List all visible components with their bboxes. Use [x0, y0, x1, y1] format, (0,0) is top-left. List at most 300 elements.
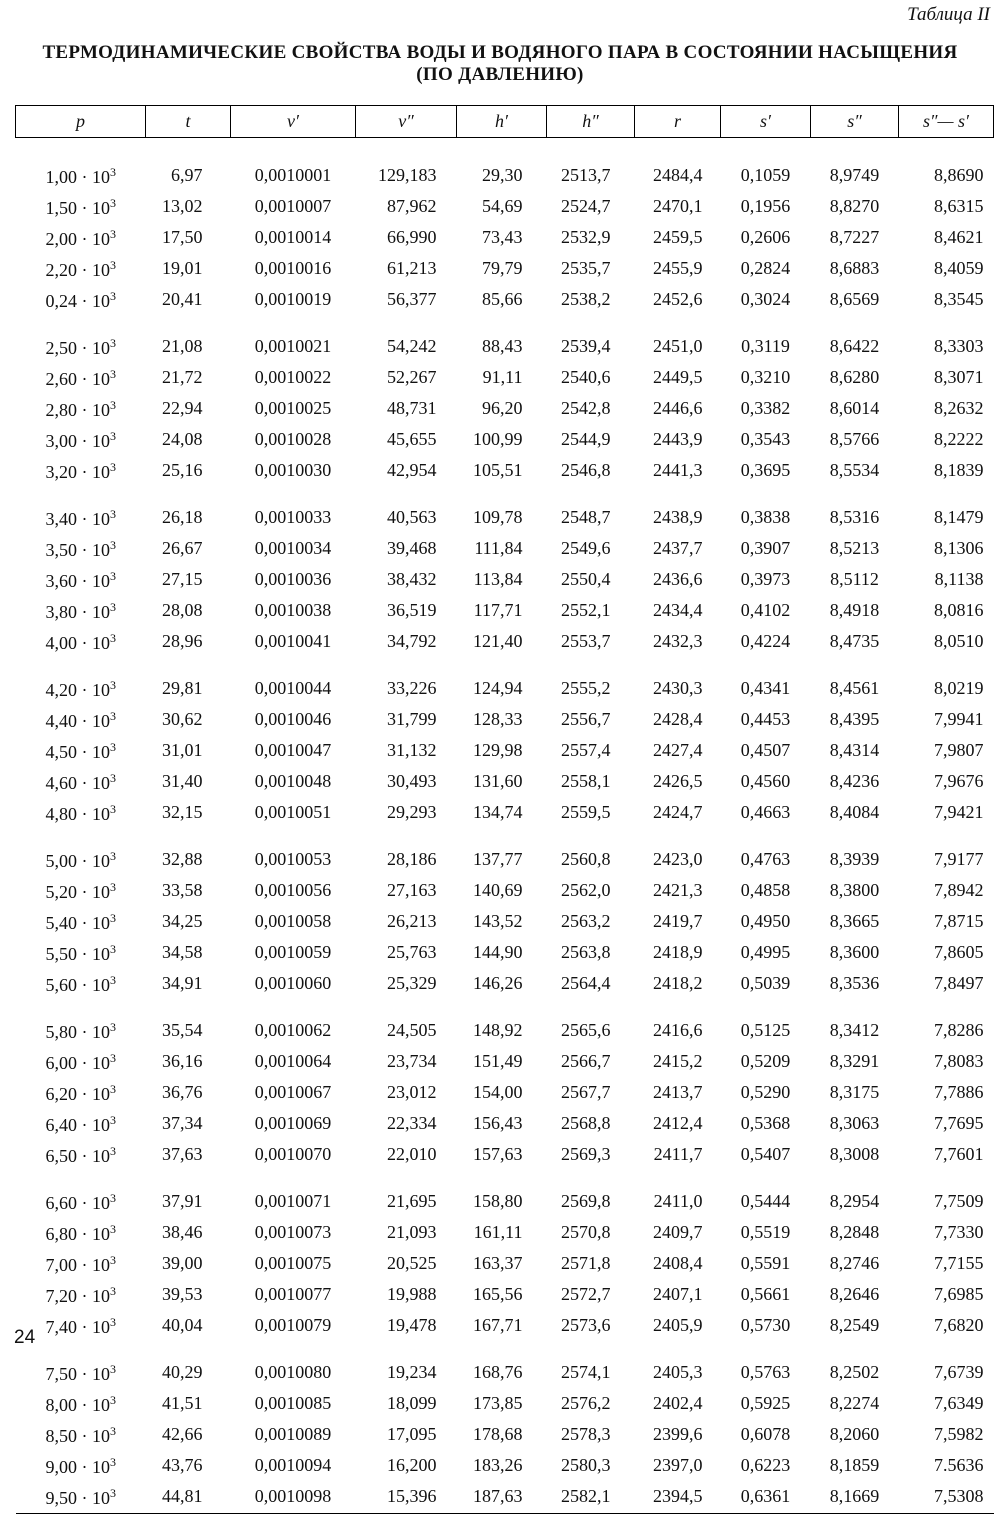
multiply-dot: · [77, 804, 92, 824]
cell-s-prime: 0,3210 [740, 366, 791, 387]
multiply-dot: · [77, 975, 92, 995]
cell-s-prime: 0,3119 [741, 335, 790, 356]
pressure-base: 10 [92, 1115, 110, 1135]
cell-v-prime: 0,0010094 [254, 1454, 332, 1475]
cell-s-difference: 7,5982 [934, 1423, 984, 1444]
cell-s-double-prime: 8,4735 [829, 630, 880, 651]
multiply-dot: · [77, 400, 92, 420]
cell-t: 42,66 [162, 1423, 203, 1444]
multiply-dot: · [77, 1426, 92, 1446]
pressure-base: 10 [92, 198, 110, 218]
cell-r: 2419,7 [653, 910, 703, 931]
cell-v-prime: 0,0010007 [254, 195, 332, 216]
pressure-mantissa: 4,40 [45, 711, 77, 731]
cell-h-double-prime: 2565,6 [561, 1019, 611, 1040]
cell-t: 28,96 [162, 630, 203, 651]
multiply-dot: · [77, 773, 92, 793]
pressure-exponent: 3 [110, 911, 116, 925]
cell-s-difference: 8,6315 [934, 195, 984, 216]
cell-v-double-prime: 34,792 [387, 630, 437, 651]
cell-t: 38,46 [162, 1221, 203, 1242]
cell-s-double-prime: 8,5213 [829, 537, 880, 558]
cell-t: 41,51 [162, 1392, 203, 1413]
cell-r: 2416,6 [653, 1019, 703, 1040]
cell-h-prime: 79,79 [482, 257, 523, 278]
multiply-dot: · [77, 711, 92, 731]
cell-t: 44,81 [146, 1480, 231, 1514]
cell-t: 26,67 [162, 537, 203, 558]
pressure-base: 10 [92, 1457, 110, 1477]
cell-h-double-prime: 2571,8 [561, 1252, 611, 1273]
cell-v-double-prime: 66,990 [387, 226, 437, 247]
cell-v-double-prime: 17,095 [387, 1423, 437, 1444]
multiply-dot: · [77, 944, 92, 964]
cell-h-double-prime: 2564,4 [561, 972, 611, 993]
cell-s-difference: 8,1479 [934, 506, 984, 527]
cell-s-double-prime: 8,1859 [829, 1454, 880, 1475]
pressure-base: 10 [92, 711, 110, 731]
pressure-mantissa: 7,20 [45, 1286, 77, 1306]
cell-r: 2394,5 [635, 1480, 721, 1514]
cell-r: 2402,4 [653, 1392, 703, 1413]
multiply-dot: · [77, 1193, 92, 1213]
cell-h-prime: 109,78 [473, 506, 523, 527]
pressure-base: 10 [92, 1317, 110, 1337]
pressure-exponent: 3 [110, 289, 116, 303]
table-row [16, 1107, 994, 1138]
cell-s-difference: 8,0219 [934, 677, 984, 698]
pressure-base: 10 [92, 1255, 110, 1275]
cell-p [16, 283, 146, 314]
cell-v-prime: 0,0010056 [254, 879, 332, 900]
cell-t: 36,16 [162, 1050, 203, 1071]
table-row [16, 1216, 994, 1247]
pressure-exponent: 3 [110, 165, 116, 179]
cell-s-difference: 7,7509 [934, 1190, 984, 1211]
cell-s-prime: 0,5125 [740, 1019, 791, 1040]
cell-h-prime: 158,80 [473, 1190, 523, 1211]
cell-r: 2432,3 [653, 630, 703, 651]
cell-v-prime: 0,0010079 [254, 1314, 332, 1335]
cell-p [16, 1480, 146, 1514]
pressure-mantissa: 9,50 [45, 1488, 77, 1508]
multiply-dot: · [77, 1255, 92, 1275]
cell-s-prime: 0,5039 [740, 972, 791, 993]
cell-r: 2415,2 [653, 1050, 703, 1071]
cell-p [16, 827, 146, 874]
pressure-mantissa: 3,40 [45, 509, 77, 529]
cell-p [16, 796, 146, 827]
cell-s-double-prime: 8,3600 [829, 941, 880, 962]
cell-t: 34,58 [162, 941, 203, 962]
cell-s-prime: 0,5444 [740, 1190, 791, 1211]
cell-t: 33,58 [162, 879, 203, 900]
cell-h-prime: 178,68 [473, 1423, 523, 1444]
pressure-base: 10 [92, 1053, 110, 1073]
cell-t: 29,81 [162, 677, 203, 698]
cell-r: 2451,0 [653, 335, 703, 356]
cell-v-prime: 0,0010048 [254, 770, 332, 791]
cell-v-prime: 0,0010077 [254, 1283, 332, 1304]
cell-t: 17,50 [162, 226, 203, 247]
column-header-t: t [146, 106, 231, 138]
cell-v-double-prime: 29,293 [387, 801, 437, 822]
table-row [16, 138, 994, 191]
cell-h-double-prime: 2548,7 [561, 506, 611, 527]
pressure-exponent: 3 [110, 398, 116, 412]
cell-h-prime: 146,26 [473, 972, 523, 993]
pressure-base: 10 [92, 742, 110, 762]
cell-s-difference: 8,0816 [934, 599, 984, 620]
cell-v-double-prime: 24,505 [387, 1019, 437, 1040]
cell-t: 37,34 [162, 1112, 203, 1133]
pressure-mantissa: 4,50 [45, 742, 77, 762]
cell-v-prime: 0,0010033 [254, 506, 332, 527]
cell-h-prime: 96,20 [482, 397, 523, 418]
cell-s-double-prime: 8,3800 [829, 879, 880, 900]
cell-p [16, 1418, 146, 1449]
cell-h-double-prime: 2553,7 [561, 630, 611, 651]
cell-s-prime: 0,4560 [740, 770, 791, 791]
cell-t: 39,53 [162, 1283, 203, 1304]
pressure-base: 10 [92, 633, 110, 653]
cell-s-difference: 8,8690 [934, 164, 984, 185]
cell-h-double-prime: 2540,6 [561, 366, 611, 387]
cell-r: 2418,2 [653, 972, 703, 993]
cell-v-double-prime: 30,493 [387, 770, 437, 791]
cell-h-double-prime: 2578,3 [561, 1423, 611, 1444]
cell-s-double-prime: 8,2060 [829, 1423, 880, 1444]
multiply-dot: · [77, 431, 92, 451]
cell-s-prime: 0,3382 [740, 397, 791, 418]
pressure-exponent: 3 [110, 678, 116, 692]
cell-p [16, 392, 146, 423]
cell-s-prime: 0,6223 [740, 1454, 791, 1475]
multiply-dot: · [77, 1364, 92, 1384]
cell-p [16, 1278, 146, 1309]
cell-t: 34,91 [162, 972, 203, 993]
table-row [16, 625, 994, 656]
multiply-dot: · [77, 1146, 92, 1166]
cell-p [16, 221, 146, 252]
column-header-r: r [635, 106, 721, 138]
pressure-exponent: 3 [110, 507, 116, 521]
multiply-dot: · [77, 851, 92, 871]
cell-v-double-prime: 21,093 [387, 1221, 437, 1242]
cell-s-difference: 8,1138 [934, 568, 984, 589]
cell-h-double-prime: 2563,8 [561, 941, 611, 962]
cell-v-double-prime: 56,377 [387, 288, 437, 309]
pressure-exponent: 3 [110, 460, 116, 474]
pressure-mantissa: 2,60 [45, 369, 77, 389]
cell-h-double-prime: 2550,4 [561, 568, 611, 589]
cell-v-prime: 0,0010089 [254, 1423, 332, 1444]
cell-s-difference: 7,8497 [934, 972, 984, 993]
cell-s-prime: 0,5368 [740, 1112, 791, 1133]
cell-t: 20,41 [162, 288, 203, 309]
cell-t: 19,01 [162, 257, 203, 278]
cell-v-prime: 0,0010046 [254, 708, 332, 729]
column-header-s-double-prime: s″ [811, 106, 899, 138]
multiply-dot: · [77, 1084, 92, 1104]
cell-s-difference: 7,8715 [934, 910, 984, 931]
cell-v-double-prime: 22,334 [387, 1112, 437, 1133]
cell-r: 2397,0 [653, 1454, 703, 1475]
pressure-mantissa: 6,80 [45, 1224, 77, 1244]
cell-v-double-prime: 19,478 [387, 1314, 437, 1335]
cell-v-double-prime: 23,734 [387, 1050, 437, 1071]
cell-v-double-prime: 39,468 [387, 537, 437, 558]
cell-s-difference: 7,8942 [934, 879, 984, 900]
cell-h-double-prime: 2574,1 [561, 1361, 611, 1382]
multiply-dot: · [77, 680, 92, 700]
cell-v-prime: 0,0010038 [254, 599, 332, 620]
pressure-base: 10 [92, 431, 110, 451]
cell-r: 2470,1 [653, 195, 703, 216]
cell-s-difference: 7,7886 [934, 1081, 984, 1102]
cell-v-prime: 0,0010025 [254, 397, 332, 418]
table-row [16, 1480, 994, 1514]
cell-s-difference: 7,5308 [899, 1480, 994, 1514]
cell-r: 2399,6 [653, 1423, 703, 1444]
cell-p [16, 190, 146, 221]
cell-s-double-prime: 8,3291 [829, 1050, 880, 1071]
cell-v-double-prime: 26,213 [387, 910, 437, 931]
cell-v-double-prime: 48,731 [387, 397, 437, 418]
cell-s-prime: 0,2606 [740, 226, 791, 247]
cell-t: 26,18 [162, 506, 203, 527]
pressure-exponent: 3 [110, 336, 116, 350]
cell-v-double-prime: 21,695 [387, 1190, 437, 1211]
cell-h-prime: 144,90 [473, 941, 523, 962]
cell-s-prime: 0,2824 [740, 257, 791, 278]
table-row [16, 361, 994, 392]
cell-h-double-prime: 2524,7 [561, 195, 611, 216]
pressure-mantissa: 9,00 [45, 1457, 77, 1477]
cell-s-difference: 8,3545 [934, 288, 984, 309]
cell-s-double-prime: 8,3008 [829, 1143, 880, 1164]
multiply-dot: · [77, 1317, 92, 1337]
cell-r: 2423,0 [653, 848, 703, 869]
cell-v-prime: 0,0010051 [254, 801, 332, 822]
pressure-base: 10 [92, 229, 110, 249]
pressure-exponent: 3 [110, 942, 116, 956]
cell-v-prime: 0,0010064 [254, 1050, 332, 1071]
pressure-exponent: 3 [110, 1113, 116, 1127]
cell-v-prime: 0,0010098 [231, 1480, 356, 1514]
cell-p [16, 625, 146, 656]
pressure-base: 10 [92, 167, 110, 187]
cell-v-prime: 0,0010060 [254, 972, 332, 993]
table-row [16, 967, 994, 998]
pressure-mantissa: 5,80 [45, 1022, 77, 1042]
cell-p [16, 734, 146, 765]
table-row [16, 392, 994, 423]
cell-s-prime: 0,3543 [740, 428, 791, 449]
cell-t: 25,16 [162, 459, 203, 480]
pressure-exponent: 3 [110, 973, 116, 987]
cell-t: 27,15 [162, 568, 203, 589]
table-label: Таблица II [907, 4, 990, 25]
table-row [16, 1340, 994, 1387]
cell-s-prime: 0,5209 [740, 1050, 791, 1071]
multiply-dot: · [77, 882, 92, 902]
table-row [16, 827, 994, 874]
cell-p [16, 874, 146, 905]
cell-s-prime: 0,5763 [740, 1361, 791, 1382]
cell-s-double-prime: 8,6422 [829, 335, 880, 356]
multiply-dot: · [77, 602, 92, 622]
cell-s-prime: 0,6361 [721, 1480, 811, 1514]
cell-s-double-prime: 8,4084 [829, 801, 880, 822]
cell-r: 2452,6 [653, 288, 703, 309]
cell-r: 2412,4 [653, 1112, 703, 1133]
cell-v-double-prime: 36,519 [387, 599, 437, 620]
cell-h-prime: 137,77 [473, 848, 523, 869]
cell-p [16, 454, 146, 485]
pressure-mantissa: 3,80 [45, 602, 77, 622]
pressure-base: 10 [92, 773, 110, 793]
cell-h-double-prime: 2532,9 [561, 226, 611, 247]
cell-p [16, 138, 146, 191]
cell-r: 2418,9 [653, 941, 703, 962]
cell-s-double-prime: 8,6883 [829, 257, 880, 278]
cell-s-prime: 0,5290 [740, 1081, 791, 1102]
cell-s-prime: 0,5591 [740, 1252, 791, 1273]
cell-s-double-prime: 8,6014 [829, 397, 880, 418]
pressure-exponent: 3 [110, 1486, 116, 1500]
cell-v-double-prime: 25,329 [387, 972, 437, 993]
cell-v-double-prime: 19,234 [387, 1361, 437, 1382]
table-row [16, 283, 994, 314]
cell-v-prime: 0,0010021 [254, 335, 332, 356]
cell-s-double-prime: 8,5112 [830, 568, 879, 589]
cell-v-prime: 0,0010022 [254, 366, 332, 387]
pressure-exponent: 3 [110, 258, 116, 272]
table-row [16, 314, 994, 361]
pressure-base: 10 [92, 1084, 110, 1104]
cell-v-prime: 0,0010036 [254, 568, 332, 589]
cell-t: 37,63 [162, 1143, 203, 1164]
cell-h-prime: 131,60 [473, 770, 523, 791]
pressure-base: 10 [92, 1193, 110, 1213]
cell-p [16, 594, 146, 625]
pressure-base: 10 [92, 680, 110, 700]
cell-h-double-prime: 2569,8 [561, 1190, 611, 1211]
pressure-exponent: 3 [110, 1284, 116, 1298]
multiply-dot: · [77, 1395, 92, 1415]
table-row [16, 252, 994, 283]
cell-s-double-prime: 8,2502 [829, 1361, 880, 1382]
cell-r: 2430,3 [653, 677, 703, 698]
cell-s-prime: 0,3838 [740, 506, 791, 527]
cell-s-prime: 0,4995 [740, 941, 791, 962]
pressure-base: 10 [92, 944, 110, 964]
pressure-exponent: 3 [110, 196, 116, 210]
multiply-dot: · [77, 1286, 92, 1306]
pressure-mantissa: 5,60 [45, 975, 77, 995]
pressure-base: 10 [92, 913, 110, 933]
pressure-exponent: 3 [110, 631, 116, 645]
cell-v-prime: 0,0010053 [254, 848, 332, 869]
pressure-mantissa: 4,00 [45, 633, 77, 653]
table-row [16, 1449, 994, 1480]
cell-v-prime: 0,0010080 [254, 1361, 332, 1382]
cell-s-double-prime: 8,7227 [829, 226, 880, 247]
cell-h-prime: 163,37 [473, 1252, 523, 1273]
cell-t: 43,76 [162, 1454, 203, 1475]
pressure-base: 10 [92, 338, 110, 358]
cell-r: 2443,9 [653, 428, 703, 449]
cell-r: 2438,9 [653, 506, 703, 527]
pressure-exponent: 3 [110, 538, 116, 552]
cell-s-difference: 8,1839 [934, 459, 984, 480]
multiply-dot: · [77, 260, 92, 280]
pressure-exponent: 3 [110, 1144, 116, 1158]
cell-h-double-prime: 2544,9 [561, 428, 611, 449]
cell-s-prime: 0,4453 [740, 708, 791, 729]
page-number: 24 [14, 1327, 36, 1348]
cell-t: 28,08 [162, 599, 203, 620]
cell-v-prime: 0,0010062 [254, 1019, 332, 1040]
cell-v-prime: 0,0010069 [254, 1112, 332, 1133]
cell-h-prime: 173,85 [473, 1392, 523, 1413]
table-row [16, 998, 994, 1045]
cell-p [16, 485, 146, 532]
cell-p [16, 1169, 146, 1216]
multiply-dot: · [77, 633, 92, 653]
pressure-mantissa: 5,00 [45, 851, 77, 871]
pressure-base: 10 [92, 260, 110, 280]
table-row [16, 221, 994, 252]
cell-v-prime: 0,0010001 [254, 164, 332, 185]
pressure-base: 10 [92, 571, 110, 591]
pressure-exponent: 3 [110, 849, 116, 863]
cell-h-prime: 117,71 [473, 599, 523, 620]
cell-s-double-prime: 8,4918 [829, 599, 880, 620]
table-row [16, 936, 994, 967]
cell-s-prime: 0,6078 [740, 1423, 791, 1444]
pressure-exponent: 3 [110, 1315, 116, 1329]
cell-h-double-prime: 2556,7 [561, 708, 611, 729]
cell-s-double-prime: 8,4314 [829, 739, 880, 760]
cell-h-double-prime: 2555,2 [561, 677, 611, 698]
pressure-mantissa: 2,20 [45, 260, 77, 280]
cell-h-double-prime: 2576,2 [561, 1392, 611, 1413]
cell-v-double-prime: 18,099 [387, 1392, 437, 1413]
pressure-exponent: 3 [110, 1051, 116, 1065]
cell-v-prime: 0,0010019 [254, 288, 332, 309]
cell-s-prime: 0,5407 [740, 1143, 791, 1164]
pressure-mantissa: 5,20 [45, 882, 77, 902]
cell-t: 22,94 [162, 397, 203, 418]
table-row [16, 1138, 994, 1169]
table-row [16, 1309, 994, 1340]
pressure-exponent: 3 [110, 1253, 116, 1267]
cell-p [16, 314, 146, 361]
multiply-dot: · [77, 369, 92, 389]
pressure-mantissa: 3,20 [45, 462, 77, 482]
pressure-exponent: 3 [110, 709, 116, 723]
cell-t: 30,62 [162, 708, 203, 729]
cell-h-prime: 100,99 [473, 428, 523, 449]
cell-h-prime: 151,49 [473, 1050, 523, 1071]
cell-h-prime: 148,92 [473, 1019, 523, 1040]
column-header-s-prime: s′ [721, 106, 811, 138]
pressure-base: 10 [92, 1395, 110, 1415]
pressure-exponent: 3 [110, 802, 116, 816]
pressure-base: 10 [92, 1146, 110, 1166]
